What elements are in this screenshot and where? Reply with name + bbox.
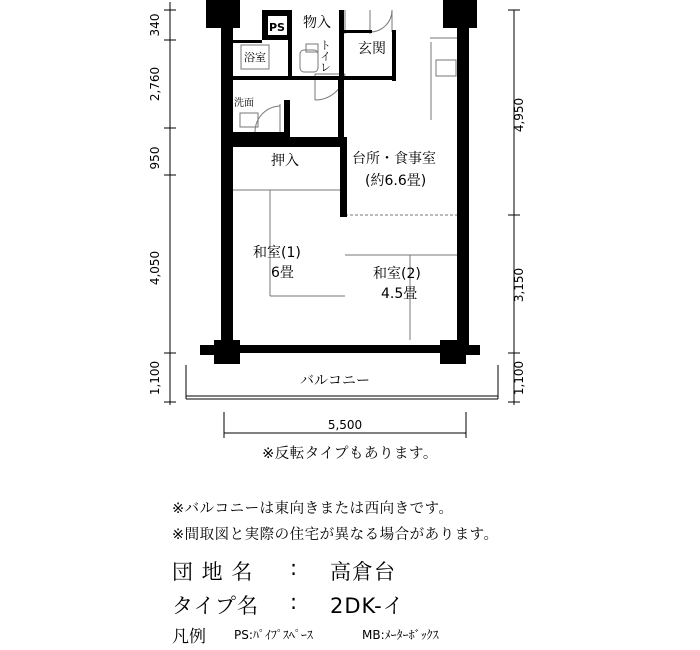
difference-note: ※間取図と実際の住宅が異なる場合があります。 [172, 527, 499, 543]
dim-left-5: 1,100 [148, 360, 162, 396]
toilet-label: トイレ [318, 39, 332, 73]
legend-ps: PS:ﾊﾟｲﾌﾟｽﾍﾟｰｽ [234, 628, 313, 642]
complex-name-label: 団 地 名 [172, 560, 254, 584]
dim-right-3: 1,100 [512, 360, 526, 396]
type-name-value: 2DK-イ [330, 594, 405, 618]
dim-bottom: 5,500 [327, 418, 363, 432]
bath-label: 浴室 [244, 51, 266, 64]
complex-name-separator: : [290, 556, 299, 580]
entrance-label: 玄関 [358, 41, 386, 57]
orientation-note: ※バルコニーは東向きまたは西向きです。 [172, 501, 454, 517]
legend-mb: MB:ﾒｰﾀｰﾎﾞｯｸｽ [362, 628, 439, 642]
type-name-label: タイプ名 [172, 594, 259, 618]
kitchen-size-label: (約6.6畳) [365, 173, 427, 189]
dim-left-4: 4,050 [148, 250, 162, 286]
washitsu2-size-label: 4.5畳 [381, 286, 418, 302]
dim-right-1: 4,950 [512, 97, 526, 133]
storage-label: 物入 [303, 15, 331, 31]
washitsu1-name-label: 和室(1) [253, 245, 301, 261]
kitchen-name-label: 台所・食事室 [352, 151, 436, 167]
washitsu2-name-label: 和室(2) [373, 266, 421, 282]
balcony-label: バルコニー [300, 373, 370, 389]
legend-title: 凡例 [172, 627, 206, 647]
washitsu1-size-label: 6畳 [271, 265, 294, 281]
dim-left-2: 2,760 [148, 66, 162, 102]
dim-left-3: 950 [148, 146, 162, 170]
closet-label: 押入 [271, 153, 299, 169]
reverse-type-note: ※反転タイプもあります。 [262, 446, 438, 462]
dim-left-1: 340 [148, 13, 162, 37]
wash-label: 洗面 [234, 98, 254, 109]
type-name-separator: : [290, 590, 299, 614]
ps-label: PS [269, 21, 285, 34]
dim-right-2: 3,150 [512, 267, 526, 303]
complex-name-value: 高倉台 [330, 560, 396, 584]
